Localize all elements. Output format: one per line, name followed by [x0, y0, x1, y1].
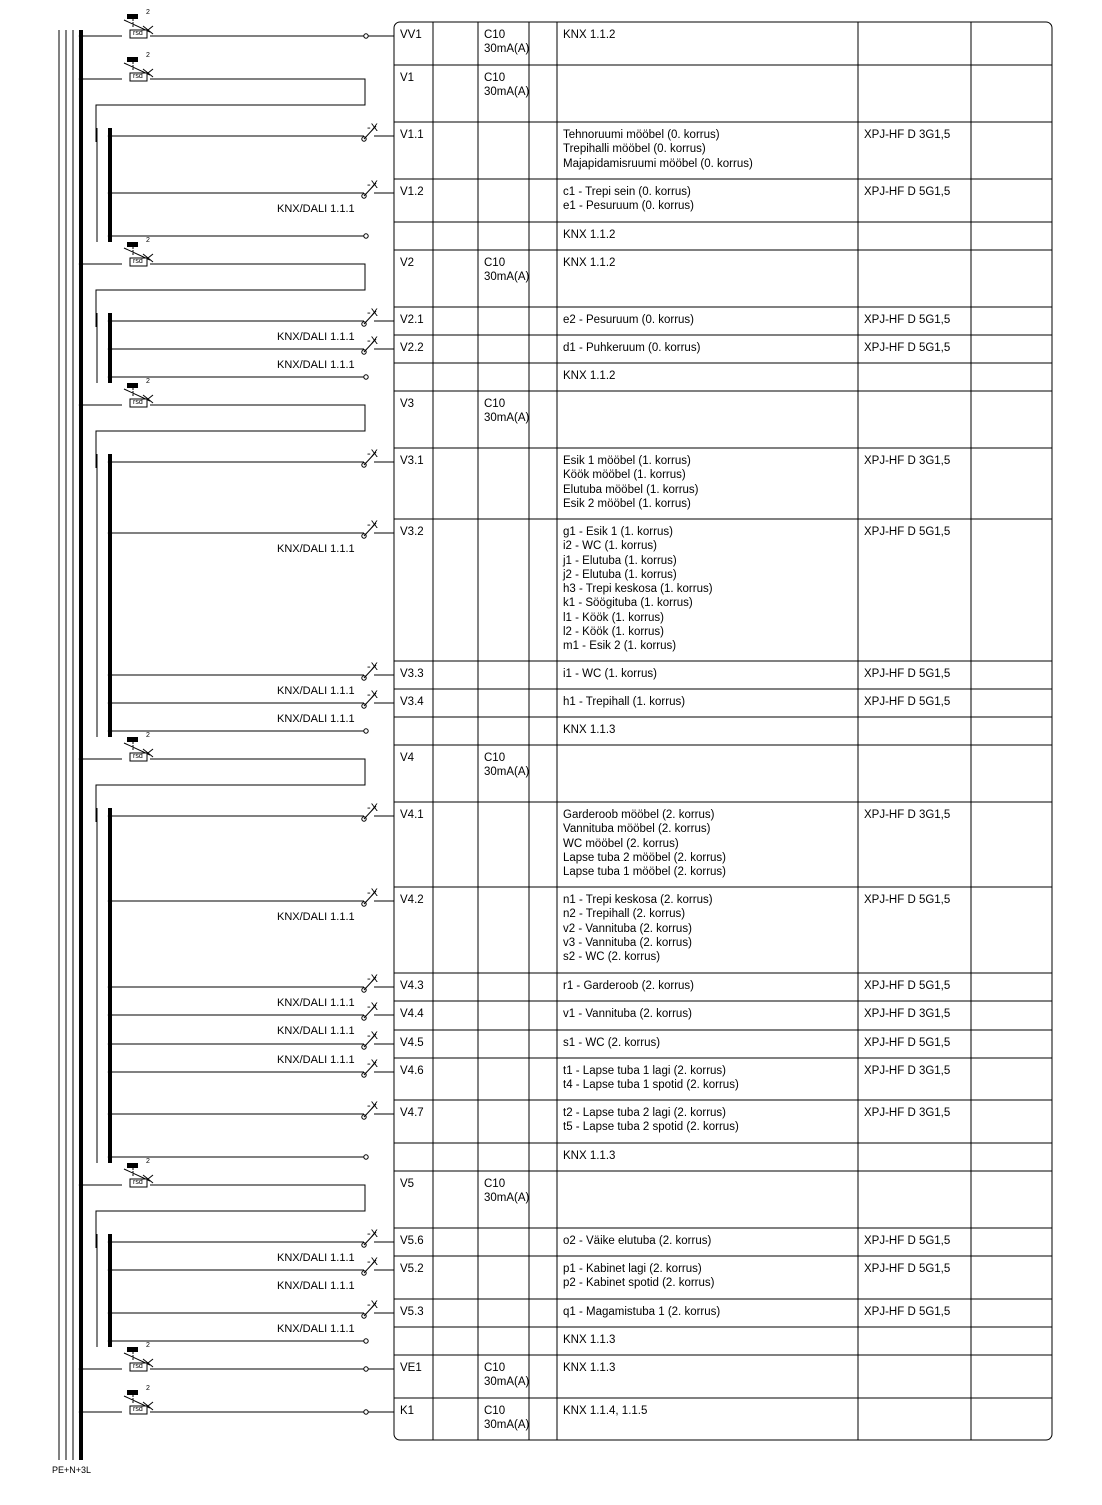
- rcd-loop-wire: [96, 264, 365, 327]
- cable-mark: -X: [367, 661, 378, 673]
- cable-mark: -X: [367, 973, 378, 985]
- circuit-description: v1 - Vannituba (2. korrus): [563, 1008, 692, 1020]
- rcd-label: rsd: [133, 30, 143, 37]
- circuit-description: e2 - Pesuruum (0. korrus): [563, 314, 695, 326]
- cable-type: XPJ-HF D 5G1,5: [864, 526, 951, 538]
- circuit-description: t1 - Lapse tuba 1 lagi (2. korrus) t4 - Lapse tuba 1 spotid (2. korrus): [563, 1065, 739, 1092]
- protection-rating: C10 30mA(A): [484, 72, 530, 99]
- circuit-description: Esik 1 mööbel (1. korrus) Köök mööbel (1. korrus) Elutuba mööbel (1. korrus) Esik 2 mööbel (1. korrus): [563, 455, 699, 510]
- circuit-id: V3.4: [400, 696, 424, 708]
- pole-count-label: 2: [146, 52, 150, 59]
- cable-mark: -X: [367, 335, 378, 347]
- circuit-description: s1 - WC (2. korrus): [563, 1037, 661, 1049]
- cable-mark: -X: [367, 1058, 378, 1070]
- circuit-description: h1 - Trepihall (1. korrus): [563, 696, 686, 708]
- breaker-actuator: [127, 1390, 138, 1395]
- junction-dot: [79, 757, 83, 761]
- circuit-id: VE1: [400, 1362, 422, 1374]
- cable-mark: -X: [367, 122, 378, 134]
- circuit-id: V2.2: [400, 342, 424, 354]
- cable-type: XPJ-HF D 5G1,5: [864, 894, 951, 906]
- terminal-circle: [364, 34, 368, 38]
- circuit-id: V2: [400, 257, 415, 269]
- protection-rating: C10 30mA(A): [484, 257, 530, 284]
- terminal-circle: [364, 234, 368, 238]
- dali-address-label: KNX/DALI 1.1.1: [277, 685, 355, 697]
- pole-count-label: 2: [146, 1342, 150, 1349]
- circuit-description: g1 - Esik 1 (1. korrus) i2 - WC (1. korrus) j1 - Elutuba (1. korrus) j2 - Elutuba (1. korrus) h3 - Trepi keskosa (1. korrus) k1 - Söögituba (1. korrus) l1 - Köök (1. korrus) l2 - Köök (1. korrus) m1 - Esik 2 (1. korrus): [563, 526, 713, 653]
- junction-dot: [79, 34, 83, 38]
- circuit-id: V3.3: [400, 668, 424, 680]
- junction-dot: [79, 262, 83, 266]
- cable-type: XPJ-HF D 3G1,5: [864, 1107, 951, 1119]
- breaker-actuator: [127, 242, 138, 247]
- junction-dot: [79, 1183, 83, 1187]
- terminal-circle: [364, 375, 368, 379]
- cable-mark: -X: [367, 519, 378, 531]
- cable-mark: -X: [367, 179, 378, 191]
- circuit-id: V5.6: [400, 1235, 424, 1247]
- dali-address-label: KNX/DALI 1.1.1: [277, 997, 355, 1009]
- junction-dot: [79, 403, 83, 407]
- dali-address-label: KNX/DALI 1.1.1: [277, 713, 355, 725]
- cable-type: XPJ-HF D 5G1,5: [864, 1037, 951, 1049]
- cable-type: XPJ-HF D 5G1,5: [864, 1263, 951, 1275]
- cable-type: XPJ-HF D 3G1,5: [864, 809, 951, 821]
- cable-type: XPJ-HF D 5G1,5: [864, 1235, 951, 1247]
- cable-type: XPJ-HF D 5G1,5: [864, 1306, 951, 1318]
- cable-mark: -X: [367, 689, 378, 701]
- rcd-label: rsd: [133, 258, 143, 265]
- breaker-actuator: [127, 1163, 138, 1168]
- terminal-circle: [364, 1410, 368, 1414]
- breaker-actuator: [127, 1347, 138, 1352]
- protection-rating: C10 30mA(A): [484, 398, 530, 425]
- bus-label: PE+N+3L: [52, 1465, 92, 1475]
- cable-type: XPJ-HF D 5G1,5: [864, 314, 951, 326]
- circuit-description: i1 - WC (1. korrus): [563, 668, 657, 680]
- circuit-id: VV1: [400, 29, 422, 41]
- circuit-description: q1 - Magamistuba 1 (2. korrus): [563, 1306, 721, 1318]
- circuit-id: V1.1: [400, 129, 424, 141]
- circuit-id: K1: [400, 1405, 415, 1417]
- dali-address-label: KNX/DALI 1.1.1: [277, 1323, 355, 1335]
- cable-type: XPJ-HF D 3G1,5: [864, 129, 951, 141]
- rcd-loop-wire: [96, 759, 365, 822]
- circuit-id: V3.1: [400, 455, 424, 467]
- cable-mark: -X: [367, 1256, 378, 1268]
- cable-type: XPJ-HF D 5G1,5: [864, 980, 951, 992]
- circuit-id: V1.2: [400, 186, 424, 198]
- cable-type: XPJ-HF D 5G1,5: [864, 696, 951, 708]
- circuit-description: KNX 1.1.3: [563, 1150, 616, 1162]
- rcd-label: rsd: [133, 1363, 143, 1370]
- circuit-description: d1 - Puhkeruum (0. korrus): [563, 342, 701, 354]
- circuit-description: n1 - Trepi keskosa (2. korrus) n2 - Trepihall (2. korrus) v2 - Vannituba (2. korrus) v3 - Vannituba (2. korrus) s2 - WC (2. korrus): [563, 894, 713, 964]
- circuit-id: V1: [400, 72, 415, 84]
- circuit-description: KNX 1.1.4, 1.1.5: [563, 1405, 648, 1417]
- circuit-id: V4.3: [400, 980, 424, 992]
- breaker-actuator: [127, 737, 138, 742]
- circuit-id: V3: [400, 398, 415, 410]
- circuit-id: V3.2: [400, 526, 424, 538]
- breaker-actuator: [127, 14, 138, 19]
- circuit-description: p1 - Kabinet lagi (2. korrus) p2 - Kabinet spotid (2. korrus): [563, 1263, 715, 1290]
- rcd-loop-wire: [96, 1185, 365, 1248]
- circuit-id: V4.5: [400, 1037, 424, 1049]
- pole-count-label: 2: [146, 1158, 150, 1165]
- rcd-loop-wire: [96, 405, 365, 468]
- cable-mark: -X: [367, 307, 378, 319]
- breaker-actuator: [127, 383, 138, 388]
- cable-type: XPJ-HF D 3G1,5: [864, 455, 951, 467]
- dali-address-label: KNX/DALI 1.1.1: [277, 911, 355, 923]
- cable-mark: -X: [367, 1001, 378, 1013]
- circuit-description: KNX 1.1.2: [563, 29, 616, 41]
- cable-type: XPJ-HF D 5G1,5: [864, 668, 951, 680]
- dali-address-label: KNX/DALI 1.1.1: [277, 1252, 355, 1264]
- circuit-description: o2 - Väike elutuba (2. korrus): [563, 1235, 712, 1247]
- circuit-description: Garderoob mööbel (2. korrus) Vannituba mööbel (2. korrus) WC mööbel (2. korrus) Lapse tuba 2 mööbel (2. korrus) Lapse tuba 1 mööbel (2. korrus): [563, 809, 727, 879]
- junction-dot: [79, 1410, 83, 1414]
- cable-type: XPJ-HF D 3G1,5: [864, 1008, 951, 1020]
- circuit-id: V4: [400, 752, 415, 764]
- pole-count-label: 2: [146, 237, 150, 244]
- table-frame: [394, 22, 1052, 1440]
- circuit-id: V5.3: [400, 1306, 424, 1318]
- protection-rating: C10 30mA(A): [484, 752, 530, 779]
- rcd-loop-wire: [96, 79, 365, 142]
- circuit-id: V5.2: [400, 1263, 424, 1275]
- dali-address-label: KNX/DALI 1.1.1: [277, 359, 355, 371]
- circuit-id: V5: [400, 1178, 415, 1190]
- junction-dot: [79, 1367, 83, 1371]
- rcd-label: rsd: [133, 399, 143, 406]
- circuit-description: KNX 1.1.3: [563, 1362, 616, 1374]
- circuit-description: Tehnoruumi mööbel (0. korrus) Trepihalli mööbel (0. korrus) Majapidamisruumi mööbel (0. korrus): [563, 129, 753, 170]
- pole-count-label: 2: [146, 732, 150, 739]
- circuit-description: KNX 1.1.2: [563, 257, 616, 269]
- cable-type: XPJ-HF D 5G1,5: [864, 342, 951, 354]
- dali-address-label: KNX/DALI 1.1.1: [277, 203, 355, 215]
- circuit-description: t2 - Lapse tuba 2 lagi (2. korrus) t5 - Lapse tuba 2 spotid (2. korrus): [563, 1107, 739, 1134]
- circuit-id: V4.2: [400, 894, 424, 906]
- circuit-id: V4.7: [400, 1107, 424, 1119]
- dali-address-label: KNX/DALI 1.1.1: [277, 1280, 355, 1292]
- rcd-label: rsd: [133, 753, 143, 760]
- circuit-description: c1 - Trepi sein (0. korrus) e1 - Pesuruum (0. korrus): [563, 186, 695, 213]
- cable-mark: -X: [367, 802, 378, 814]
- terminal-circle: [364, 1367, 368, 1371]
- circuit-description: r1 - Garderoob (2. korrus): [563, 980, 695, 992]
- dali-address-label: KNX/DALI 1.1.1: [277, 1054, 355, 1066]
- protection-rating: C10 30mA(A): [484, 1178, 530, 1205]
- junction-dot: [79, 77, 83, 81]
- protection-rating: C10 30mA(A): [484, 29, 530, 56]
- cable-type: XPJ-HF D 3G1,5: [864, 1065, 951, 1077]
- dali-address-label: KNX/DALI 1.1.1: [277, 1025, 355, 1037]
- terminal-circle: [364, 729, 368, 733]
- cable-mark: -X: [367, 1100, 378, 1112]
- terminal-circle: [364, 1339, 368, 1343]
- cable-mark: -X: [367, 1299, 378, 1311]
- circuit-id: V4.6: [400, 1065, 424, 1077]
- cable-mark: -X: [367, 448, 378, 460]
- circuit-id: V2.1: [400, 314, 424, 326]
- cable-mark: -X: [367, 1030, 378, 1042]
- circuit-description: KNX 1.1.3: [563, 724, 616, 736]
- terminal-circle: [364, 1155, 368, 1159]
- cable-mark: -X: [367, 1228, 378, 1240]
- pole-count-label: 2: [146, 9, 150, 16]
- circuit-id: V4.4: [400, 1008, 424, 1020]
- dali-address-label: KNX/DALI 1.1.1: [277, 331, 355, 343]
- circuit-id: V4.1: [400, 809, 424, 821]
- circuit-description: KNX 1.1.2: [563, 229, 616, 241]
- rcd-label: rsd: [133, 1406, 143, 1413]
- protection-rating: C10 30mA(A): [484, 1362, 530, 1389]
- cable-mark: -X: [367, 887, 378, 899]
- dali-address-label: KNX/DALI 1.1.1: [277, 543, 355, 555]
- breaker-actuator: [127, 57, 138, 62]
- rcd-label: rsd: [133, 1179, 143, 1186]
- pole-count-label: 2: [146, 1385, 150, 1392]
- cable-type: XPJ-HF D 5G1,5: [864, 186, 951, 198]
- pole-count-label: 2: [146, 378, 150, 385]
- circuit-description: KNX 1.1.2: [563, 370, 616, 382]
- rcd-label: rsd: [133, 73, 143, 80]
- protection-rating: C10 30mA(A): [484, 1405, 530, 1432]
- circuit-description: KNX 1.1.3: [563, 1334, 616, 1346]
